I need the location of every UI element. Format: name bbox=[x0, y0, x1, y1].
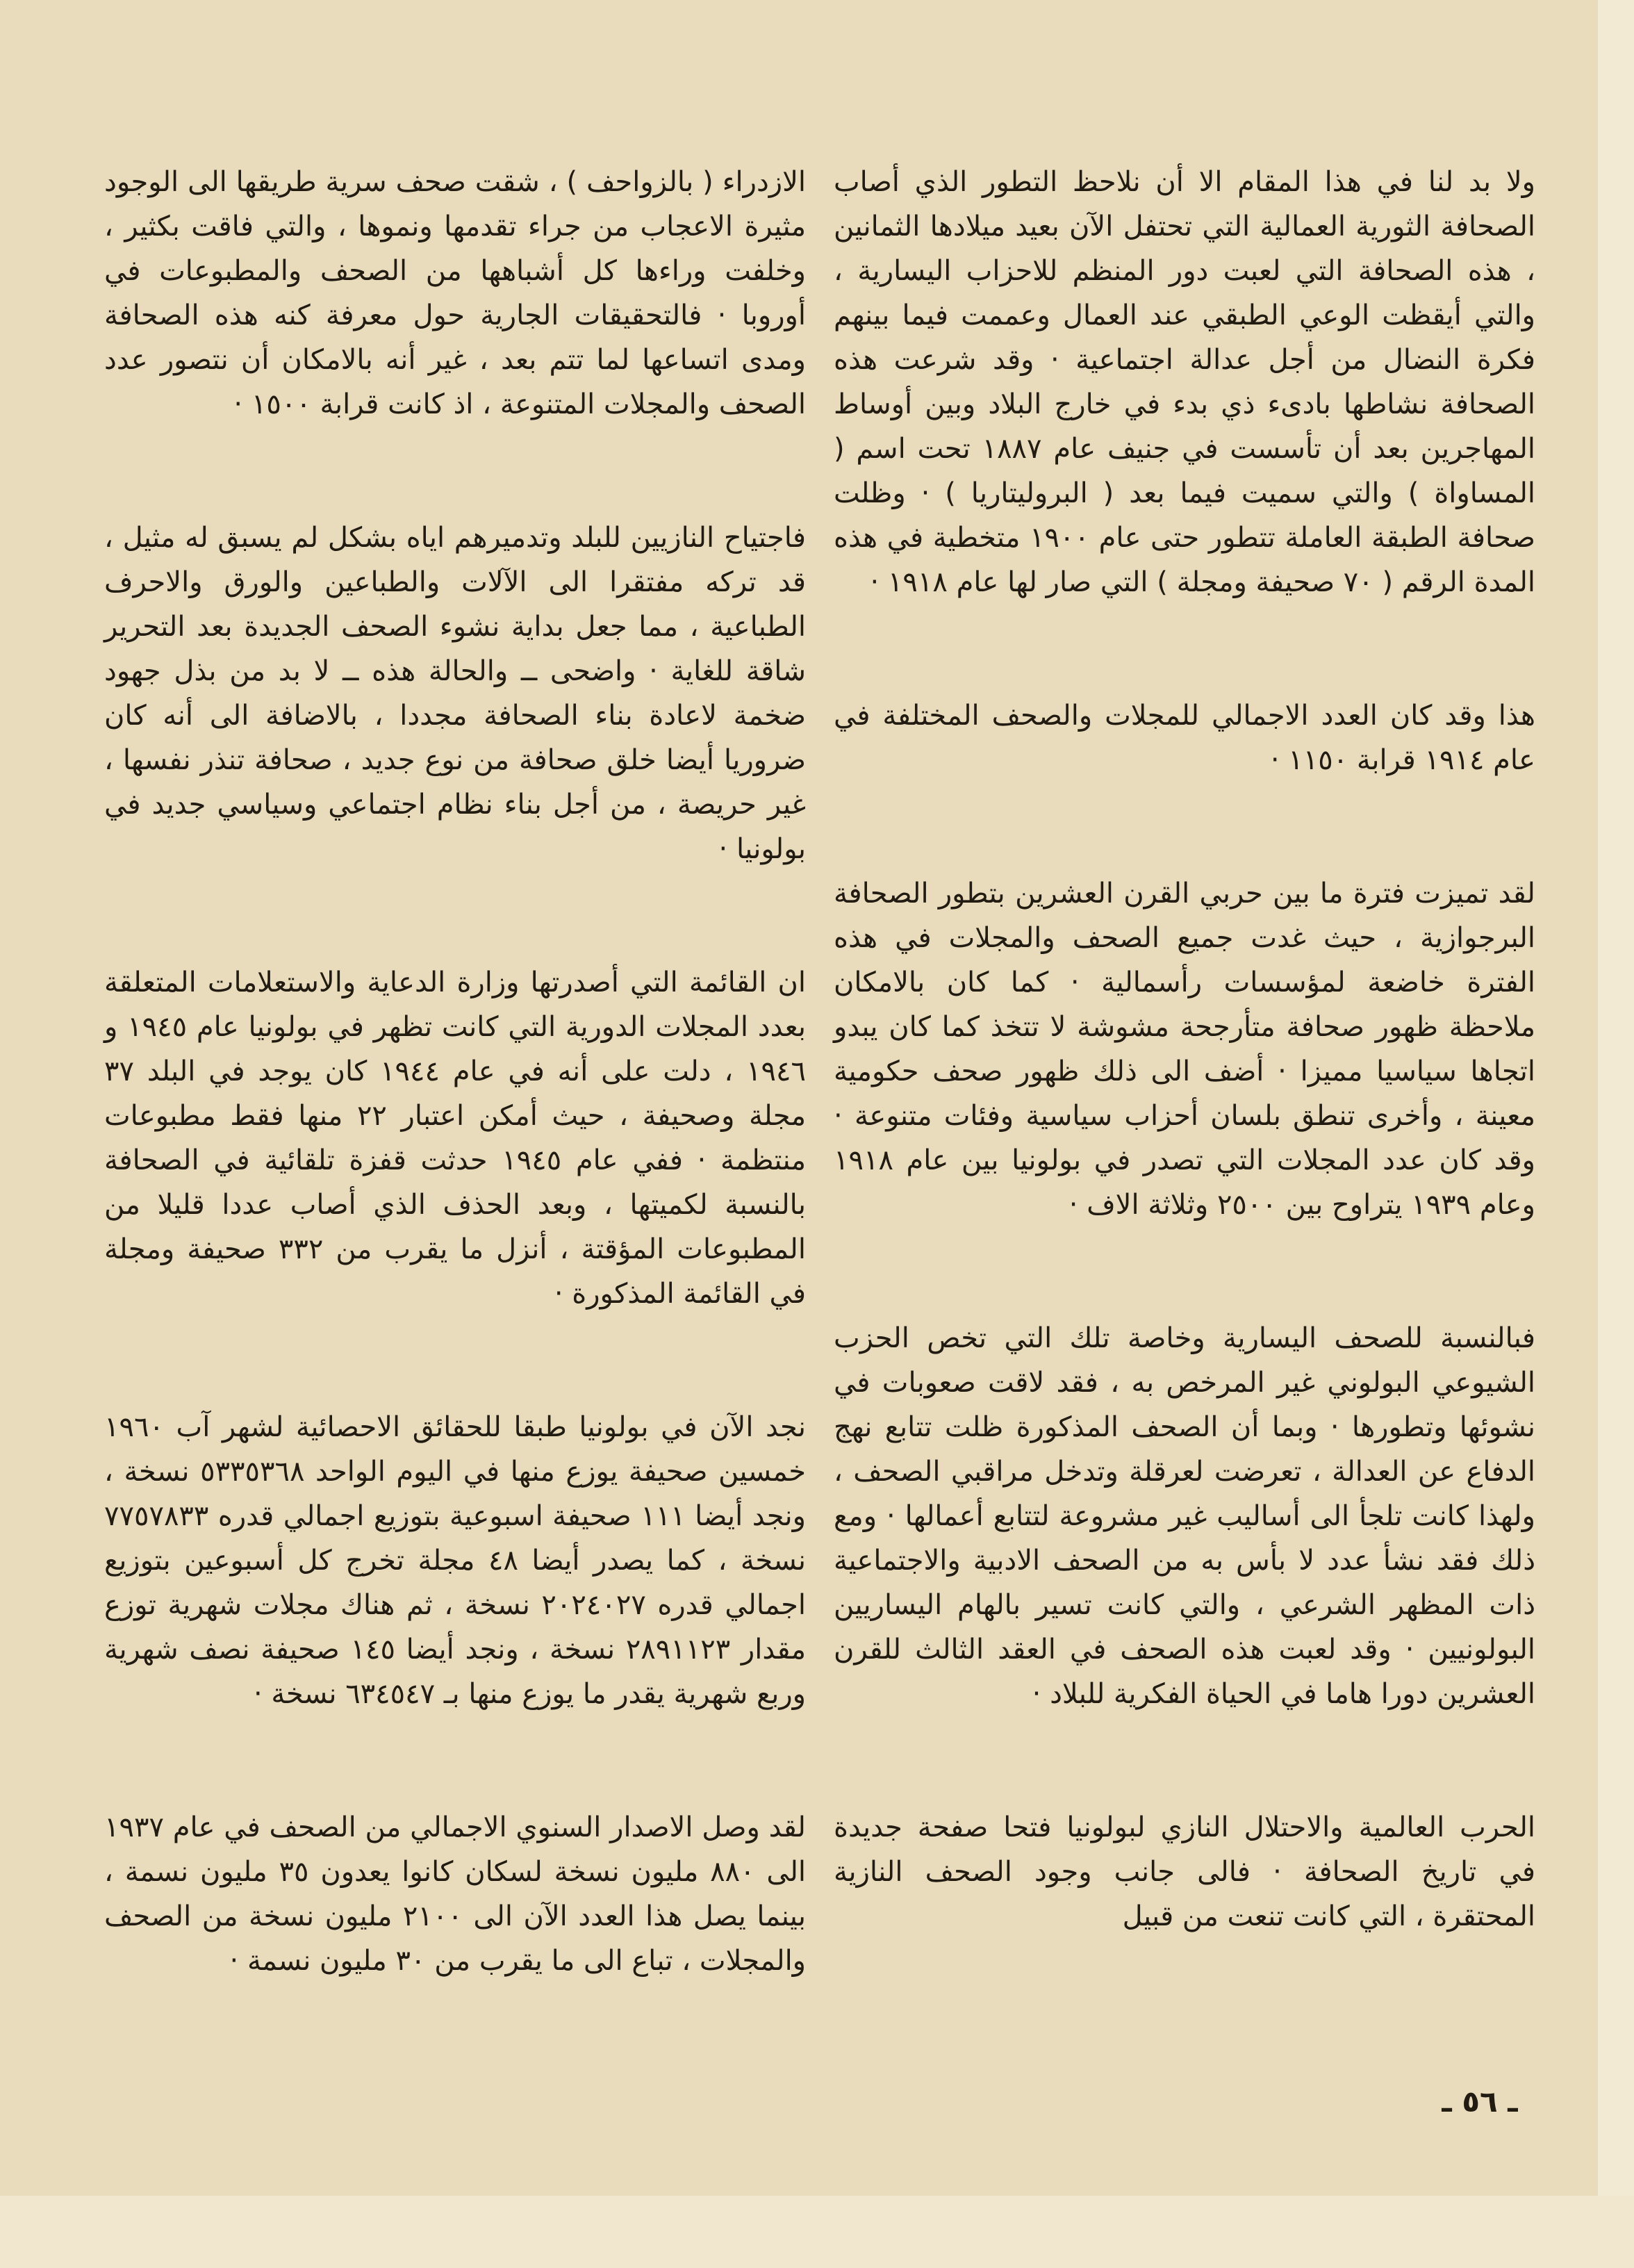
paragraph-text: فبالنسبة للصحف اليسارية وخاصة تلك التي تخص الحزب الشيوعي البولوني غير المرخص به ، فقد لاقت صعوبات في نشوئها وتطورها · وبما أن الصحف المذكورة ظلت تتابع نهج الدفاع عن العدالة ، تعرضت لعرقلة وتدخل مراقبي الصحف ، ولهذا كانت تلجأ الى أساليب غير مشروعة لتتابع أعمالها · ومع ذلك فقد نشأ عدد لا بأس به من الصحف الادبية والاجتماعية ذات المظهر الشرعي ، والتي كانت تسير بالهام اليساريين البولونيين · وقد لعبت هذه الصحف في العقد الثالث للقرن العشرين دورا هاما في الحياة الفكرية للبلاد · bbox=[834, 1322, 1535, 1710]
paragraph bbox=[834, 693, 1535, 782]
paragraph bbox=[834, 871, 1535, 1227]
paragraph-text: ولا بد لنا في هذا المقام الا أن نلاحظ التطور الذي أصاب الصحافة الثورية العمالية التي تحتفل الآن بعيد ميلادها الثمانين ، هذه الصحافة التي لعبت دور المنظم للاحزاب اليسارية ، والتي أيقظت الوعي الطبقي عند العمال وعممت فيما بينهم فكرة النضال من أجل عدالة اجتماعية · وقد شرعت هذه الصحافة نشاطها بادىء ذي بدء في خارج البلاد وبين أوساط المهاجرين بعد أن تأسست في جنيف عام ١٨٨٧ تحت اسم ( المساواة ) والتي سميت فيما بعد ( البروليتاريا ) · وظلت صحافة الطبقة العاملة تتطور حتى عام ١٩٠٠ متخطية في هذه المدة الرقم ( ٧٠ صحيفة ومجلة ) التي صار لها عام ١٩١٨ · bbox=[834, 166, 1536, 598]
paragraph bbox=[104, 960, 806, 1316]
paragraph bbox=[834, 1316, 1535, 1716]
paragraph-text: نجد الآن في بولونيا طبقا للحقائق الاحصائية لشهر آب ١٩٦٠ خمسين صحيفة يوزع منها في اليوم الواحد ٥٣٣٥٣٦٨ نسخة ، ونجد أيضا ١١١ صحيفة اسبوعية بتوزيع اجمالي قدره ٧٧٥٧٨٣٣ نسخة ، كما يصدر أيضا ٤٨ مجلة تخرج كل أسبوعين بتوزيع اجمالي قدره ٢٠٢٤٠٢٧ نسخة ، ثم هناك مجلات شهرية توزع مقدار ٢٨٩١١٢٣ نسخة ، ونجد أيضا ١٤٥ صحيفة نصف شهرية وربع شهرية يقدر ما يوزع منها بـ ٦٣٤٥٤٧ نسخة · bbox=[104, 1411, 807, 1710]
right-column bbox=[834, 160, 1535, 2028]
paragraph-text: لقد وصل الاصدار السنوي الاجمالي من الصحف في عام ١٩٣٧ الى ٨٨٠ مليون نسخة لسكان كانوا يعدون ٣٥ مليون نسمة ، بينما يصل هذا العدد الآن الى ٢١٠٠ مليون نسخة من الصحف والمجلات ، تباع الى ما يقرب من ٣٠ مليون نسمة · bbox=[104, 1811, 807, 1977]
paragraph bbox=[104, 1805, 806, 1983]
paragraph-text: هذا وقد كان العدد الاجمالي للمجلات والصحف المختلفة في عام ١٩١٤ قرابة ١١٥٠ · bbox=[834, 700, 1535, 776]
page-edge-strip bbox=[1598, 0, 1634, 2268]
paragraph-text: فاجتياح النازيين للبلد وتدميرهم اياه بشكل لم يسبق له مثيل ، قد تركه مفتقرا الى الآلات والطباعين والورق والاحرف الطباعية ، مما جعل بداية نشوء الصحف الجديدة بعد التحرير شاقة للغاية · واضحى ــ والحالة هذه ــ لا بد من بذل جهود ضخمة لاعادة بناء الصحافة مجددا ، بالاضافة الى أنه كان ضروريا أيضا خلق صحافة من نوع جديد ، صحافة تنذر نفسها ، غير حريصة ، من أجل بناء نظام اجتماعي وسياسي جديد في بولونيا · bbox=[104, 522, 806, 865]
paragraph bbox=[104, 516, 806, 871]
page-number: ـ ٥٦ ـ bbox=[1442, 2085, 1518, 2119]
paragraph bbox=[834, 160, 1535, 605]
left-column bbox=[104, 160, 806, 2072]
paragraph-text: الحرب العالمية والاحتلال النازي لبولونيا فتحا صفحة جديدة في تاريخ الصحافة · فالى جانب وجود الصحف النازية المحتقرة ، التي كانت تنعت من قبيل bbox=[834, 1811, 1535, 1932]
paragraph-text: الازدراء ( بالزواحف ) ، شقت صحف سرية طريقها الى الوجود مثيرة الاعجاب من جراء تقدمها ونموها ، والتي فاقت بكثير ، وخلفت وراءها كل أشباهها من الصحف والمطبوعات في أوروبا · فالتحقيقات الجارية حول معرفة كنه هذه الصحافة ومدى اتساعها لما تتم بعد ، غير أنه بالامكان أن نتصور عدد الصحف والمجلات المتنوعة ، اذ كانت قرابة ١٥٠٠ · bbox=[104, 166, 806, 420]
paragraph bbox=[104, 1405, 806, 1716]
paragraph-text: لقد تميزت فترة ما بين حربي القرن العشرين بتطور الصحافة البرجوازية ، حيث غدت جميع الصحف والمجلات في هذه الفترة خاضعة لمؤسسات رأسمالية · كما كان بالامكان ملاحظة ظهور صحافة متأرجحة مشوشة لا تتخذ كما كان يبدو اتجاها سياسيا مميزا · أضف الى ذلك ظهور صحف حكومية معينة ، وأخرى تنطق بلسان أحزاب سياسية وفئات متنوعة · وقد كان عدد المجلات التي تصدر في بولونيا بين عام ١٩١٨ وعام ١٩٣٩ يتراوح بين ٢٥٠٠ وثلاثة الاف · bbox=[834, 878, 1535, 1221]
paragraph-text: ان القائمة التي أصدرتها وزارة الدعاية والاستعلامات المتعلقة بعدد المجلات الدورية التي كانت تظهر في بولونيا عام ١٩٤٥ و ١٩٤٦ ، دلت على أنه في عام ١٩٤٤ كان يوجد في البلد ٣٧ مجلة وصحيفة ، حيث أمكن اعتبار ٢٢ منها فقط مطبوعات منتظمة · ففي عام ١٩٤٥ حدثت قفزة تلقائية في الصحافة بالنسبة لكميتها ، وبعد الحذف الذي أصاب عددا قليلا من المطبوعات المؤقتة ، أنزل ما يقرب من ٣٣٢ صحيفة ومجلة في القائمة المذكورة · bbox=[104, 967, 807, 1310]
page-bottom-strip bbox=[0, 2196, 1634, 2268]
paragraph bbox=[834, 1805, 1535, 1939]
paragraph bbox=[104, 160, 806, 427]
